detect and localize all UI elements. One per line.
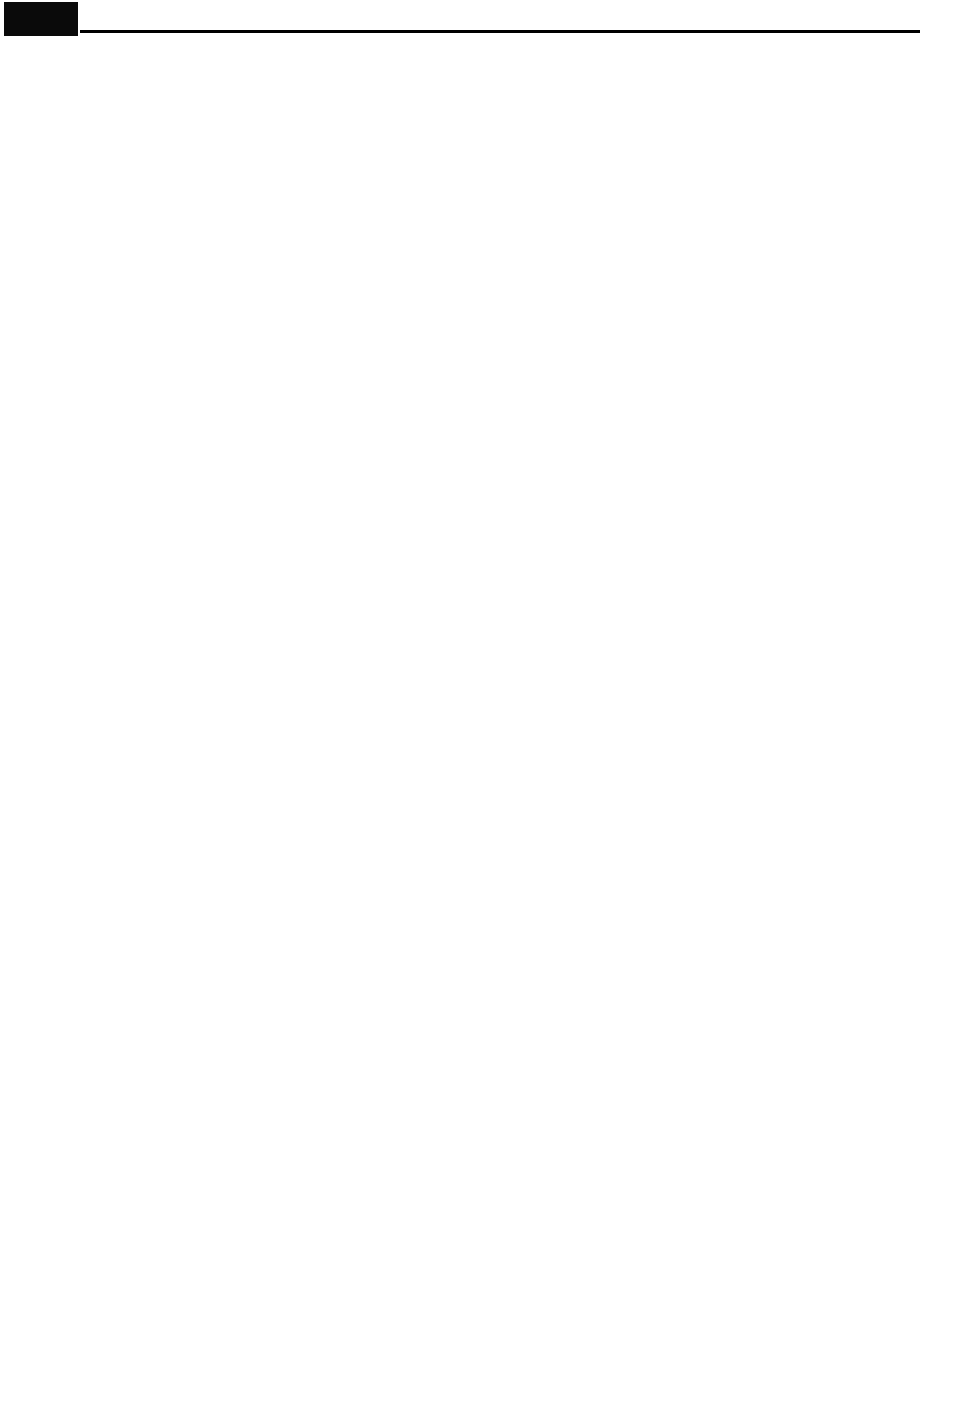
- header-rule: [80, 30, 920, 33]
- page-header: [0, 0, 960, 38]
- left-article-body: [5, 170, 467, 1202]
- bis-logo: [4, 2, 78, 36]
